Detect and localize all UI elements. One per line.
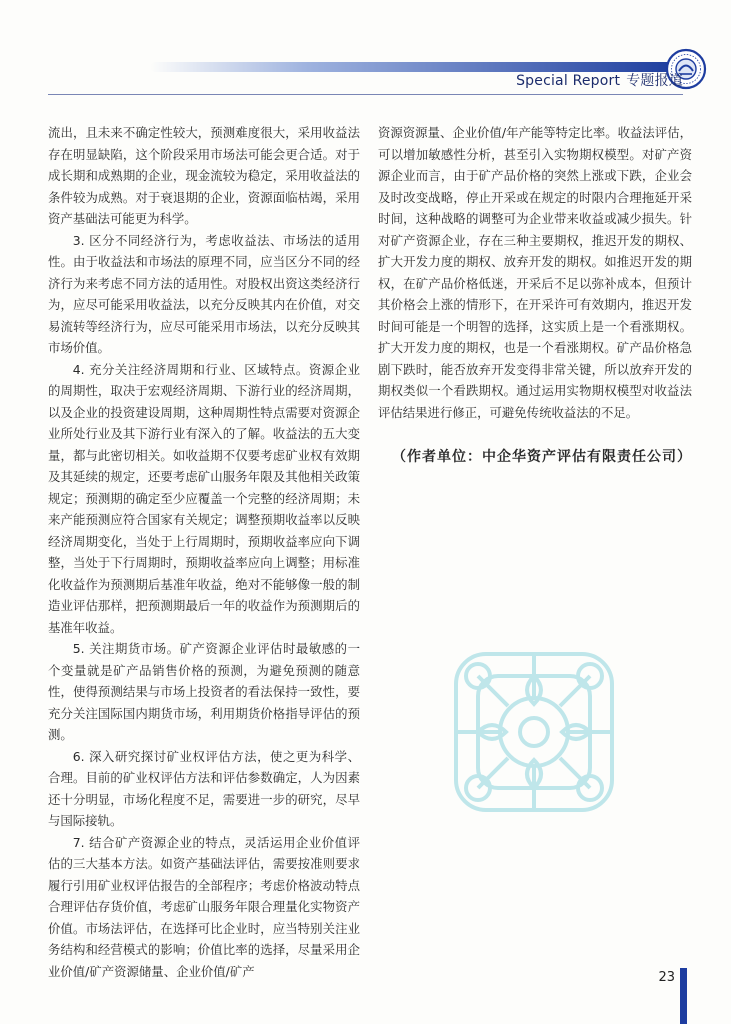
paragraph: 6. 深入研究探讨矿业权评估方法，使之更为科学、合理。目前的矿业权评估方法和评估参数确定，人为因素还十分明显，市场化程度不足，需要进一步的研究，尽早与国际接轨。	[48, 748, 360, 828]
page-number: 23	[658, 970, 675, 985]
header-rule	[48, 94, 683, 95]
author-affiliation: （作者单位：中企华资产评估有限责任公司）	[392, 449, 692, 465]
section-title	[516, 70, 683, 90]
left-column	[48, 122, 360, 982]
right-column	[378, 122, 692, 469]
paragraph: 5. 关注期货市场。矿产资源企业评估时最敏感的一个变量就是矿产品销售价格的预测，为避免预测的随意性，使得预测结果与市场上投资者的看法保持一致性，要充分关注国际国内期货市场，利用期货价格指导评估的预测。	[48, 641, 360, 742]
paragraph: 4. 充分关注经济周期和行业、区域特点。资源企业的周期性，取决于宏观经济周期、下游行业的经济周期，以及企业的投资建设周期，这种周期性特点需要对资源企业所处行业及其下游行业有深入的了解。收益法的五大变量，都与此密切相关。如收益期不仅要考虑矿业权有效期及其延续的规定，还要考虑矿山服务年限及其他相关政策规定；预测期的确定至少应覆盖一个完整的经济周期；未来产能预测应符合国家有关规定；调整预期收益率以反映经济周期变化，当处于上行周期时，预期收益率应向下调整，当处于下行周期时，预期收益率应向上调整；用标准化收益作为预测期后基准年收益，绝对不能够像一般的制造业评估那样，把预测期最后一年的收益作为预测期后的基准年收益。	[48, 361, 360, 635]
section-title-cn: 专题报道	[626, 73, 683, 89]
paragraph: 资源资源量、企业价值/年产能等特定比率。收益法评估，可以增加敏感性分析，甚至引入实物期权模型。对矿产资源企业而言，由于矿产品价格的突然上涨或下跌，企业会及时改变战略，停止开采或在规定的时限内合理拖延开采时间，这种战略的调整可为企业带来收益或减少损失。针对矿产资源企业，存在三种主要期权，推迟开发的期权、扩大开发力度的期权、放弃开发的期权。如推迟开发的期权，在矿产品价格低迷，开采后不足以弥补成本，但预计其价格会上涨的情形下，在开采许可有效期内，推迟开发时间可能是一个明智的选择，这实质上是一个看涨期权。扩大开发力度的期权，也是一个看涨期权。矿产品价格急剧下跌时，能否放弃开发变得非常关键，所以放弃开发的期权类似一个看跌期权。通过运用实物期权模型对收益法评估结果进行修正，可避免传统收益法的不足。	[378, 125, 692, 420]
decorative-lattice-ornament	[448, 646, 620, 818]
section-title-en: Special Report	[516, 73, 621, 89]
page-number-bar	[680, 968, 687, 1024]
paragraph: 3. 区分不同经济行为，考虑收益法、市场法的适用性。由于收益法和市场法的原理不同，应当区分不同的经济行为来考虑不同方法的适用性。对股权出资这类经济行为，应尽可能采用收益法，以充分反映其内在价值，对交易流转等经济行为，应尽可能采用市场法，以充分反映其市场价值。	[48, 232, 360, 355]
paragraph: 流出，且未来不确定性较大，预测难度很大，采用收益法存在明显缺陷，这个阶段采用市场法可能会更合适。对于成长期和成熟期的企业，现金流较为稳定，采用收益法的条件较为成熟。对于衰退期的企业，资源面临枯竭，采用资产基础法可能更为科学。	[48, 125, 360, 226]
paragraph: 7. 结合矿产资源企业的特点，灵活运用企业价值评估的三大基本方法。如资产基础法评估，需要按准则要求履行引用矿业权评估报告的全部程序；考虑价格波动特点合理评估存货价值，考虑矿山服务年限合理量化实物资产价值。市场法评估，在选择可比企业时，应当特别关注业务结构和经营模式的影响；价值比率的选择，尽量采用企业价值/矿产资源储量、企业价值/矿产	[48, 834, 360, 979]
